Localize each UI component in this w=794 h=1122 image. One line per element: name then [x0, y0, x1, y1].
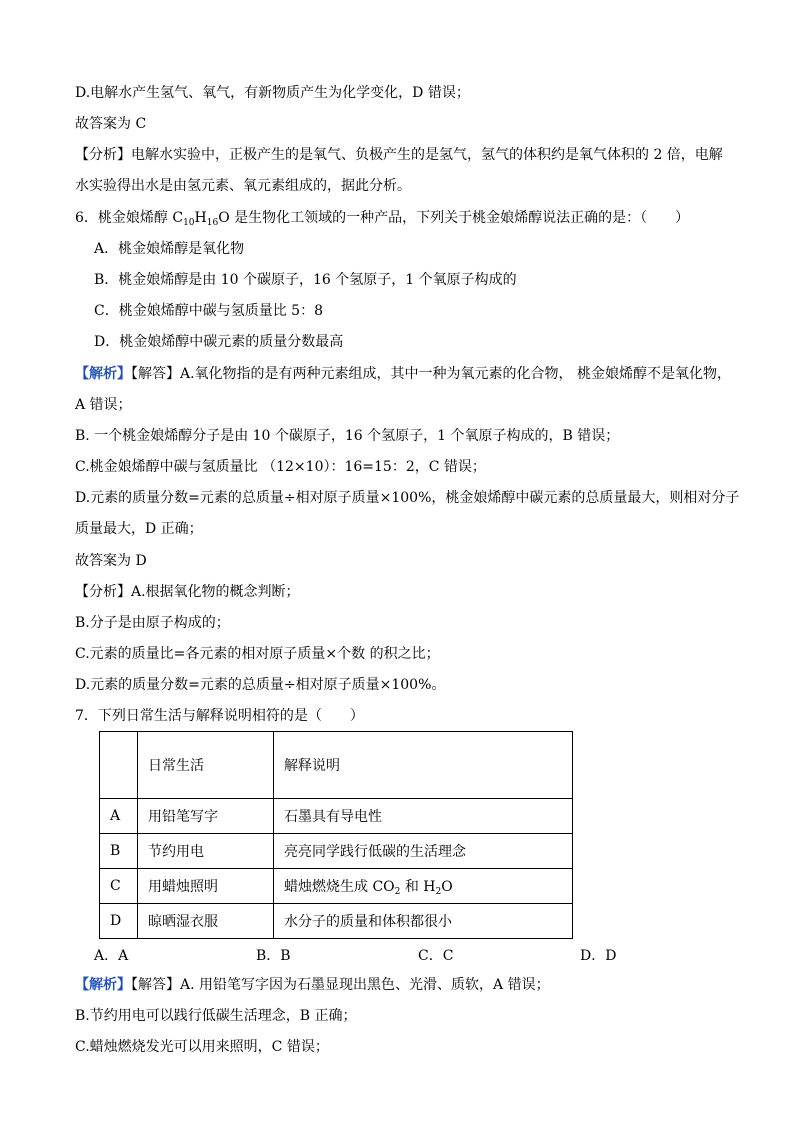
table-row: [100, 869, 573, 904]
q7-option-c: C．C: [418, 948, 454, 964]
table-header-cell: 解释说明: [274, 732, 573, 799]
q7-options: [94, 945, 634, 963]
q6-analysis-line-4: D.元素的质量分数=元素的总质量÷相对原子质量×100%。: [75, 677, 446, 693]
q6-solution-line-3: B. 一个桃金娘烯醇分子是由 10 个碳原子，16 个氢原子，1 个氧原子构成的，B 错误；: [75, 428, 620, 444]
q6-analysis-line-3: C.元素的质量比=各元素的相对原子质量×个数 的积之比；: [75, 646, 440, 662]
q6-solution-line-4: C.桃金娘烯醇中碳与氢质量比 （12×10）：16=15：2，C 错误；: [75, 459, 486, 475]
q6-analysis-line-1: 【分析】A.根据氧化物的概念判断；: [75, 584, 300, 600]
table-row: [100, 834, 573, 869]
q6-stem: 6．桃金娘烯醇 $C_{10}H_{16}O$ 是生物化工领域的一种产品，下列关于桃金娘烯醇说法正确的是：（ ）: [75, 210, 690, 228]
q6-option-d: D．桃金娘烯醇中碳元素的质量分数最高: [94, 334, 344, 350]
table-cell-life: 用铅笔写字: [138, 799, 274, 834]
q7-option-b: B．B: [256, 948, 291, 964]
q6-solution-line-6: 质量最大，D 正确；: [75, 521, 203, 537]
q6-analysis-line-2: B.分子是由原子构成的；: [75, 615, 230, 631]
table-cell-explain: 水分子的质量和体积都很小: [274, 904, 573, 939]
q6-solution-line-1: 【解析】【解答】A.氧化物指的是有两种元素组成，其中一种为氧元素的化合物， 桃金娘烯醇不是氧化物，: [75, 366, 732, 382]
table-cell-explain: 亮亮同学践行低碳的生活理念: [274, 834, 573, 869]
table-cell-key: B: [100, 834, 138, 869]
q5-analysis-line-1: 【分析】电解水实验中，正极产生的是氧气、负极产生的是氢气，氢气的体积约是氧气体积的 2 倍，电解: [75, 147, 723, 163]
table-row: [100, 799, 573, 834]
table-row: [100, 904, 573, 939]
q6-solution-line-5: D.元素的质量分数=元素的总质量÷相对原子质量×100%，桃金娘烯醇中碳元素的总质量最大，则相对分子: [75, 490, 740, 506]
q6-answer: 故答案为 D: [75, 553, 147, 569]
q7-table: [99, 731, 573, 939]
q5-analysis-line-2: 水实验得出水是由氢元素、氧元素组成的，据此分析。: [75, 178, 411, 194]
q6-solution-line-2: A 错误；: [75, 397, 132, 413]
q7-stem: 7．下列日常生活与解释说明相符的是（ ）: [75, 708, 364, 724]
table-cell-key: D: [100, 904, 138, 939]
table-header-row: [100, 732, 573, 799]
analysis-tag: 【分析】: [75, 584, 131, 600]
q7-solution-line-2: B.节约用电可以践行低碳生活理念，B 正确；: [75, 1008, 357, 1024]
table-cell-life: 用蜡烛照明: [138, 869, 274, 904]
table-cell-explain: 石墨具有导电性: [274, 799, 573, 834]
table-header-cell: 日常生活: [138, 732, 274, 799]
q7-option-a: A．A: [94, 948, 129, 964]
table-cell-explain: 蜡烛燃烧生成 $CO_2$ 和 $H_2O$: [274, 869, 573, 904]
q5-answer: 故答案为 C: [75, 116, 147, 132]
q6-option-b: B．桃金娘烯醇是由 10 个碳原子，16 个氢原子，1 个氧原子构成的: [94, 272, 517, 288]
jiexi-tag: 【解析】: [75, 366, 131, 382]
q6-option-c: C．桃金娘烯醇中碳与氢质量比 5：8: [94, 303, 323, 319]
q5-option-d-explanation: D.电解水产生氢气、氧气，有新物质产生为化学变化，D 错误；: [75, 85, 470, 101]
q6-option-a: A．桃金娘烯醇是氧化物: [94, 241, 245, 257]
q7-option-d: D．D: [580, 948, 617, 964]
jieda-tag: 【解答】: [131, 366, 180, 382]
table-cell-life: 晾晒湿衣服: [138, 904, 274, 939]
q7-solution-line-1: 【解析】【解答】A. 用铅笔写字因为石墨显现出黑色、光滑、质软，A 错误；: [75, 977, 550, 993]
table-header-cell: [100, 732, 138, 799]
table-cell-key: C: [100, 869, 138, 904]
jieda-tag: 【解答】: [131, 977, 180, 993]
analysis-tag: 【分析】: [75, 147, 131, 163]
jiexi-tag: 【解析】: [75, 977, 131, 993]
q7-solution-line-3: C.蜡烛燃烧发光可以用来照明，C 错误；: [75, 1039, 329, 1055]
table-cell-life: 节约用电: [138, 834, 274, 869]
table-cell-key: A: [100, 799, 138, 834]
